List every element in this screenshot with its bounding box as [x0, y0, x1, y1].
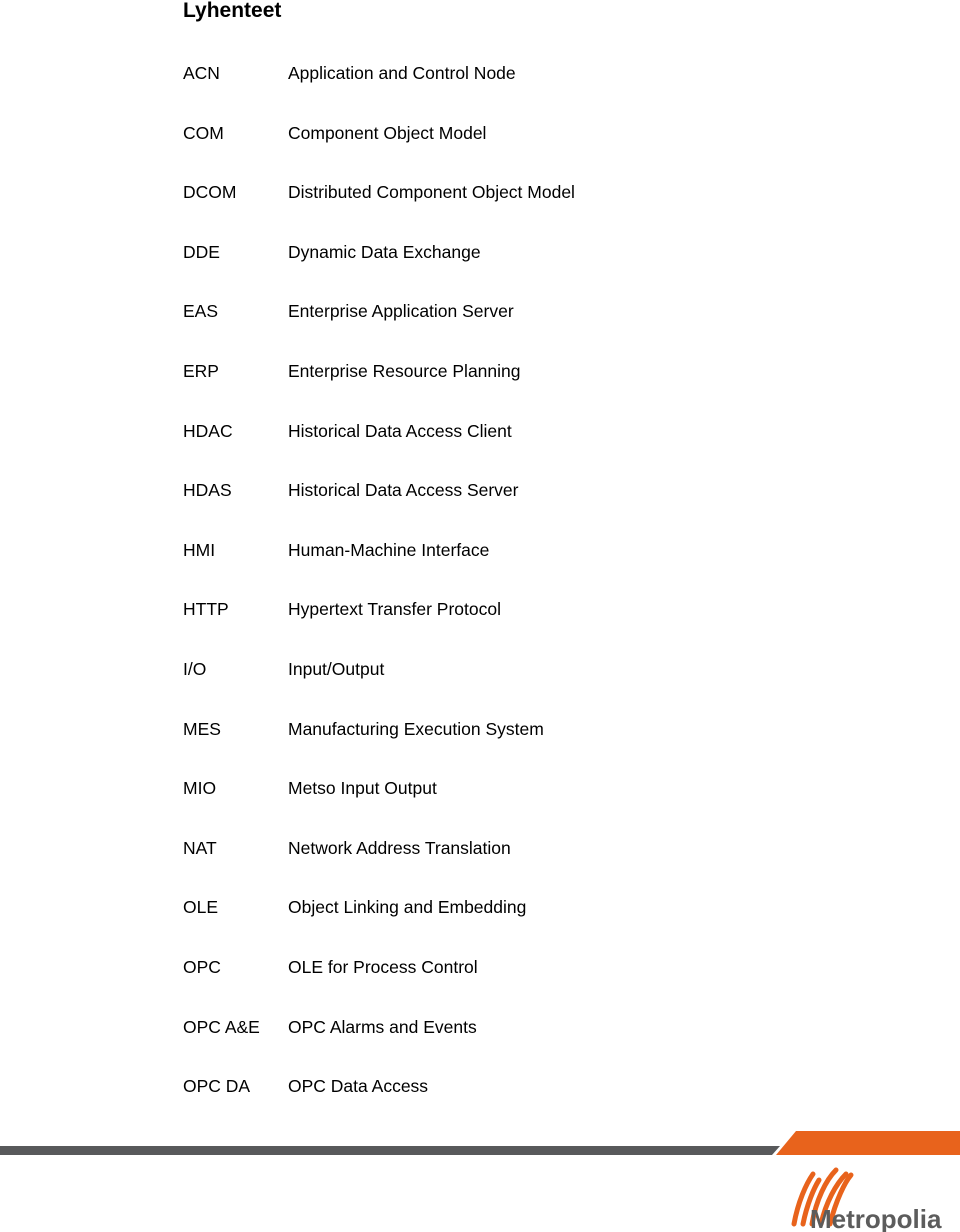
- abbreviation-code: HDAC: [183, 420, 233, 441]
- abbreviation-meaning: Network Address Translation: [288, 837, 511, 858]
- abbreviation-meaning: Historical Data Access Server: [288, 480, 519, 501]
- list-item: [183, 419, 883, 479]
- abbreviation-code: ERP: [183, 360, 219, 381]
- list-item: [183, 61, 883, 121]
- list-item: [183, 836, 883, 896]
- list-item: [183, 538, 883, 598]
- abbreviation-code: DDE: [183, 241, 220, 262]
- metropolia-logo: [794, 1170, 942, 1232]
- abbreviation-list: [183, 61, 883, 1134]
- abbreviation-meaning: Enterprise Application Server: [288, 301, 514, 322]
- abbreviation-meaning: Dynamic Data Exchange: [288, 241, 481, 262]
- abbreviation-meaning: Historical Data Access Client: [288, 420, 512, 441]
- list-item: [183, 1074, 883, 1134]
- abbreviation-code: ACN: [183, 63, 220, 83]
- list-item: [183, 180, 883, 240]
- list-item: [183, 657, 883, 717]
- list-item: [183, 597, 883, 657]
- abbreviation-meaning: Distributed Component Object Model: [288, 182, 575, 203]
- abbreviation-meaning: Manufacturing Execution System: [288, 718, 544, 739]
- abbreviation-meaning: OPC Data Access: [288, 1076, 429, 1097]
- list-item: [183, 359, 883, 419]
- abbreviation-meaning: Enterprise Resource Planning: [288, 360, 521, 381]
- abbreviation-code: MES: [183, 718, 221, 739]
- abbreviation-meaning: Application and Control Node: [288, 63, 516, 83]
- list-item: [183, 240, 883, 300]
- abbreviation-code: NAT: [183, 837, 217, 858]
- abbreviation-meaning: Input/Output: [288, 658, 385, 679]
- abbreviation-meaning: Object Linking and Embedding: [288, 897, 527, 918]
- abbreviation-meaning: Metso Input Output: [288, 778, 437, 799]
- abbreviation-code: I/O: [183, 658, 207, 679]
- list-item: [183, 478, 883, 538]
- abbreviation-meaning: OPC Alarms and Events: [288, 1016, 477, 1037]
- abbreviation-code: DCOM: [183, 182, 237, 203]
- abbreviation-code: EAS: [183, 301, 219, 322]
- list-item: [183, 121, 883, 181]
- footer-gray-stripe: [0, 1146, 780, 1155]
- list-item: [183, 895, 883, 955]
- list-item: [183, 717, 883, 777]
- list-item: [183, 1015, 883, 1075]
- list-item: [183, 955, 883, 1015]
- abbreviation-code: OPC A&E: [183, 1016, 260, 1037]
- abbreviation-code: OPC: [183, 956, 221, 977]
- abbreviation-code: COM: [183, 122, 224, 143]
- page-footer: [0, 1128, 960, 1232]
- abbreviation-meaning: OLE for Process Control: [288, 956, 478, 977]
- abbreviation-code: HMI: [183, 539, 216, 560]
- logo-wordmark: Metropolia: [810, 1204, 942, 1232]
- abbreviation-code: MIO: [183, 778, 217, 799]
- abbreviation-meaning: Component Object Model: [288, 122, 487, 143]
- list-item: [183, 299, 883, 359]
- footer-graphic: [0, 1128, 960, 1232]
- abbreviation-code: OLE: [183, 897, 219, 918]
- abbreviation-code: HDAS: [183, 480, 232, 501]
- abbreviation-code: OPC DA: [183, 1076, 251, 1097]
- abbreviation-code: HTTP: [183, 599, 229, 620]
- footer-orange-stripe: [776, 1131, 960, 1155]
- page-title: Lyhenteet: [183, 0, 282, 22]
- abbreviation-meaning: Hypertext Transfer Protocol: [288, 599, 501, 620]
- list-item: [183, 776, 883, 836]
- abbreviation-meaning: Human-Machine Interface: [288, 539, 490, 560]
